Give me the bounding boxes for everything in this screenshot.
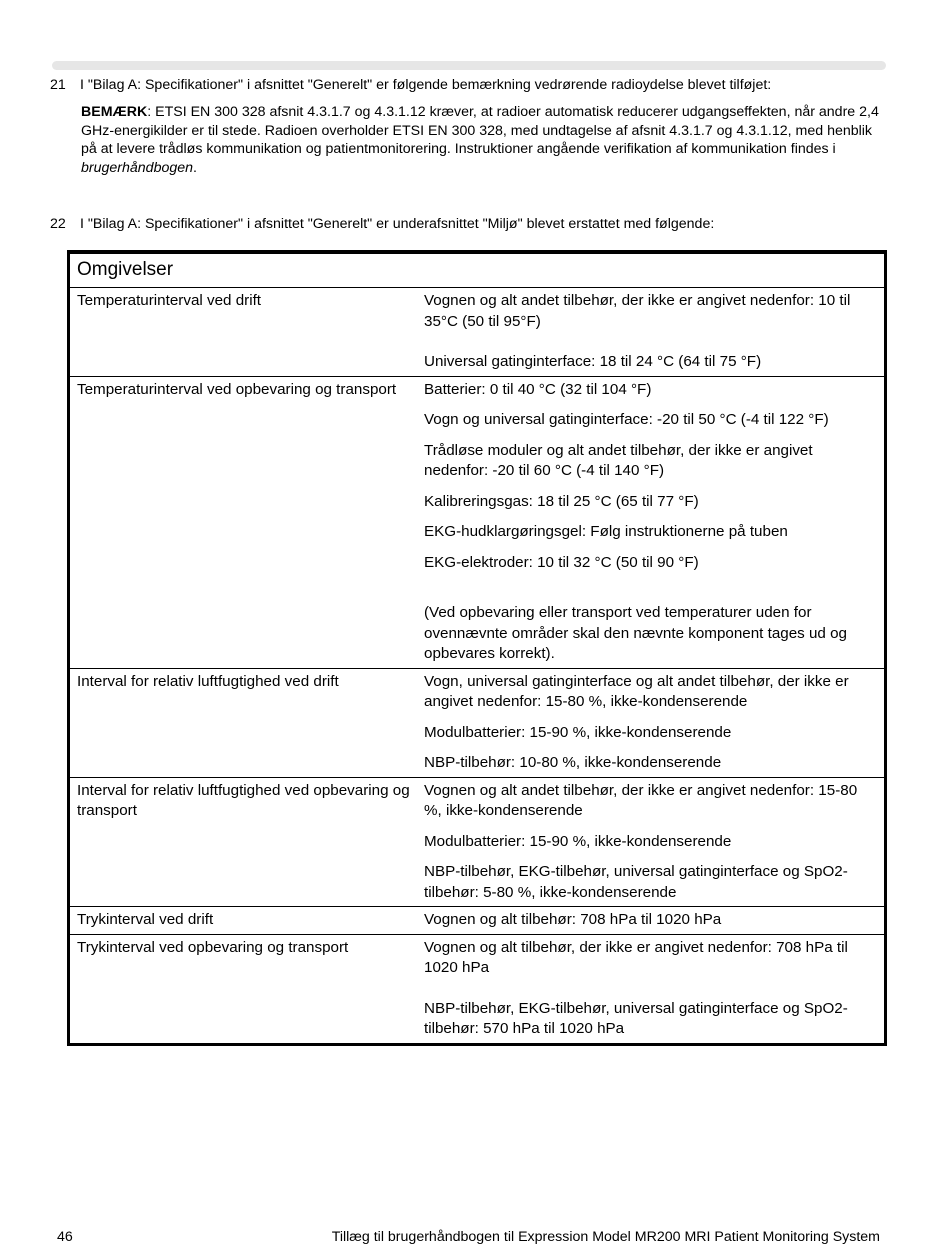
item-number: 21 bbox=[50, 77, 66, 93]
row-label: Temperaturinterval ved drift bbox=[70, 288, 417, 377]
item-22 bbox=[50, 215, 714, 233]
row-value: Vogn og universal gatinginterface: -20 til 50 °C (-4 til 122 °F) bbox=[424, 411, 829, 428]
row-value: Trådløse moduler og alt andet tilbehør, der ikke er angivet nedenfor: -20 til 60 °C (-4 til 140 °F) bbox=[424, 441, 813, 479]
note-block bbox=[81, 103, 886, 177]
row-value: Vogn, universal gatinginterface og alt andet tilbehør, der ikke er angivet nedenfor: 15-80 %, ikke-kondenserende bbox=[424, 672, 849, 710]
row-label: Temperaturinterval ved opbevaring og transport bbox=[70, 376, 417, 668]
row-values bbox=[417, 934, 884, 1043]
row-value: (Ved opbevaring eller transport ved temperaturer uden for ovennævnte områder skal den nævnte komponent tages ud og opbevares korrekt). bbox=[424, 604, 847, 662]
note-label: BEMÆRK bbox=[81, 104, 148, 120]
row-value: NBP-tilbehør, EKG-tilbehør, universal gatinginterface og SpO2-tilbehør: 5-80 %, ikke-kondenserende bbox=[424, 863, 848, 901]
row-values bbox=[417, 777, 884, 907]
row-values bbox=[417, 668, 884, 777]
table-row bbox=[70, 288, 884, 377]
table-header-row bbox=[70, 254, 884, 288]
row-value: Kalibreringsgas: 18 til 25 °C (65 til 77 °F) bbox=[424, 492, 699, 510]
item-number: 22 bbox=[50, 216, 66, 232]
row-value: Modulbatterier: 15-90 %, ikke-kondenserende bbox=[424, 832, 732, 850]
footer-title: Tillæg til brugerhåndbogen til Expression Model MR200 MRI Patient Monitoring System bbox=[331, 1229, 880, 1245]
row-value: EKG-hudklargøringsgel: Følg instruktionerne på tuben bbox=[424, 523, 788, 540]
table-row bbox=[70, 777, 884, 907]
header-rule bbox=[52, 61, 886, 70]
row-value: Vognen og alt tilbehør: 708 hPa til 1020 hPa bbox=[424, 911, 722, 928]
environment-table bbox=[67, 250, 887, 1046]
item-text: I "Bilag A: Specifikationer" i afsnittet "Generelt" er underafsnittet "Miljø" blevet erstattet med følgende: bbox=[80, 216, 715, 232]
table-row bbox=[70, 376, 884, 668]
row-value: Universal gatinginterface: 18 til 24 °C (64 til 75 °F) bbox=[424, 353, 762, 370]
table-row bbox=[70, 934, 884, 1043]
row-value: NBP-tilbehør, EKG-tilbehør, universal gatinginterface og SpO2-tilbehør: 570 hPa til 1020 hPa bbox=[424, 999, 848, 1037]
table-row bbox=[70, 668, 884, 777]
row-value: EKG-elektroder: 10 til 32 °C (50 til 90 °F) bbox=[424, 553, 699, 571]
page-number: 46 bbox=[57, 1229, 73, 1245]
table-row bbox=[70, 907, 884, 935]
row-label: Trykinterval ved opbevaring og transport bbox=[77, 938, 349, 956]
row-value: NBP-tilbehør: 10-80 %, ikke-kondenserende bbox=[424, 754, 722, 771]
row-values bbox=[417, 288, 884, 377]
row-values bbox=[417, 376, 884, 668]
note-italic: brugerhåndbogen bbox=[81, 159, 194, 176]
item-21 bbox=[50, 76, 771, 94]
row-label: Trykinterval ved drift bbox=[70, 907, 417, 935]
row-value: Vognen og alt andet tilbehør, der ikke er angivet nedenfor: 10 til 35°C (50 til 95°F) bbox=[424, 292, 851, 330]
row-label: Interval for relativ luftfugtighed ved opbevaring og transport bbox=[70, 777, 417, 907]
note-text: : ETSI EN 300 328 afsnit 4.3.1.7 og 4.3.1.12 kræver, at radioer automatisk reducerer udgangseffekten, når andre 2,4 GHz-energikilder er til stede. Radioen overholder ETSI EN 300 328, med undtagelse af afsnit 4.3.1.7 og 4.3.1.12, med henblik på at levere trådløs kommunikation og patientmonitorering. Instruktioner angående verifikation af kommunikation findes i bbox=[81, 104, 879, 157]
note-end: . bbox=[193, 159, 197, 176]
row-value: Modulbatterier: 15-90 %, ikke-kondenserende bbox=[424, 723, 732, 741]
item-text: I "Bilag A: Specifikationer" i afsnittet "Generelt" er følgende bemærkning vedrørende radioydelse blevet tilføjet: bbox=[80, 77, 772, 93]
row-value: Batterier: 0 til 40 °C (32 til 104 °F) bbox=[424, 380, 652, 398]
table-header: Omgivelser bbox=[70, 254, 884, 288]
row-value: Vognen og alt tilbehør, der ikke er angivet nedenfor: 708 hPa til 1020 hPa bbox=[424, 938, 848, 976]
row-label: Interval for relativ luftfugtighed ved drift bbox=[70, 668, 417, 777]
row-value: Vognen og alt andet tilbehør, der ikke er angivet nedenfor: 15-80 %, ikke-kondenserende bbox=[424, 781, 858, 819]
row-values bbox=[417, 907, 884, 935]
